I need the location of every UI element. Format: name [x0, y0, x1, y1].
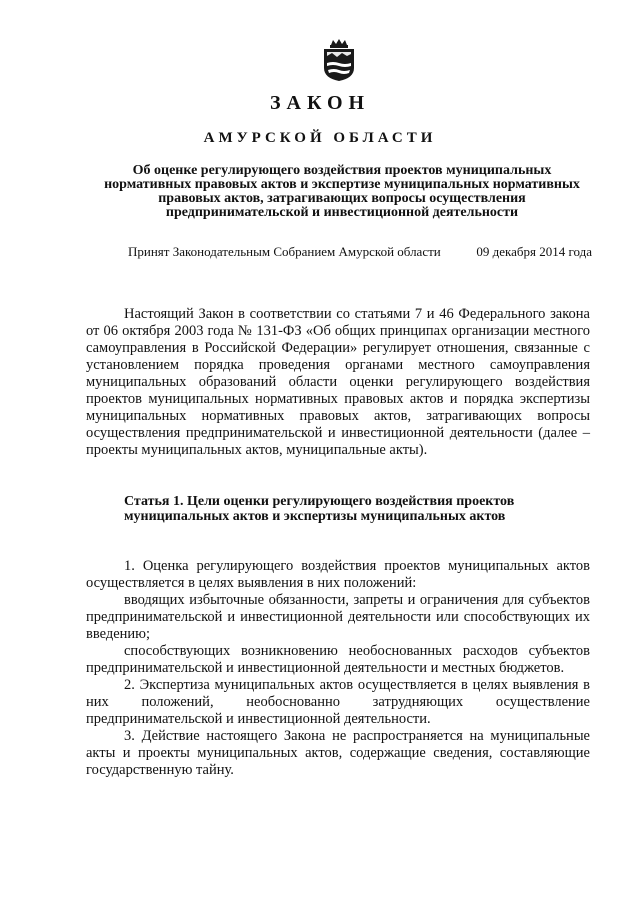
preamble-paragraph: Настоящий Закон в соответствии со статьями 7 и 46 Федерального закона от 06 октября 2003 года № 131-ФЗ «Об общих принципах организации местного самоуправления в Российской Федерации» регулирует отношения, связанные с установлением порядка проведения органами местного самоуправления муниципальных образований области оценки регулирующего воздействия проектов муниципальных нормативных правовых актов и порядка экспертизы муниципальных нормативных правовых актов, затрагивающих вопросы осуществления предпринимательской и инвестиционной деятельности (далее – проекты муниципальных актов, муниципальные акты). [86, 306, 590, 458]
article-paragraph: способствующих возникновению необоснованных расходов субъектов предпринимательской и инвестиционной деятельности и местных бюджетов. [86, 643, 590, 676]
region-name: АМУРСКОЙ ОБЛАСТИ [203, 130, 437, 146]
law-subject: Об оценке регулирующего воздействия проектов муниципальных нормативных правовых актов и экспертизе муниципальных нормативных правовых актов, затрагивающих вопросы осуществления предпринимательской и инвестиционной деятельности [104, 163, 580, 220]
adoption-text: Принят Законодательным Собранием Амурской области [128, 244, 441, 259]
article-number: Статья 1. [124, 494, 184, 509]
law-title: ЗАКОН [269, 92, 371, 114]
article-paragraph: 1. Оценка регулирующего воздействия проектов муниципальных актов осуществляется в целях выявления в них положений: [86, 558, 590, 591]
article-paragraph: 2. Экспертиза муниципальных актов осуществляется в целях выявления в них положений, необоснованно затрудняющих осуществление предпринимательской и инвестиционной деятельности. [86, 677, 590, 727]
article-title: Цели оценки регулирующего воздействия проектов муниципальных актов и экспертизы муниципальных актов [124, 494, 515, 524]
adoption-date: 09 декабря 2014 года [476, 244, 592, 259]
adoption-line [128, 244, 592, 260]
article-paragraph: 3. Действие настоящего Закона не распространяется на муниципальные акты и проекты муниципальных актов, содержащие сведения, составляющие государственную тайну. [86, 728, 590, 778]
article-body [86, 558, 590, 779]
article-paragraph: вводящих избыточные обязанности, запреты и ограничения для субъектов предпринимательской и инвестиционной деятельности или способствующих их введению; [86, 592, 590, 642]
preamble [86, 306, 590, 459]
article-heading [124, 494, 584, 524]
amur-region-coat-of-arms-icon [322, 38, 356, 82]
